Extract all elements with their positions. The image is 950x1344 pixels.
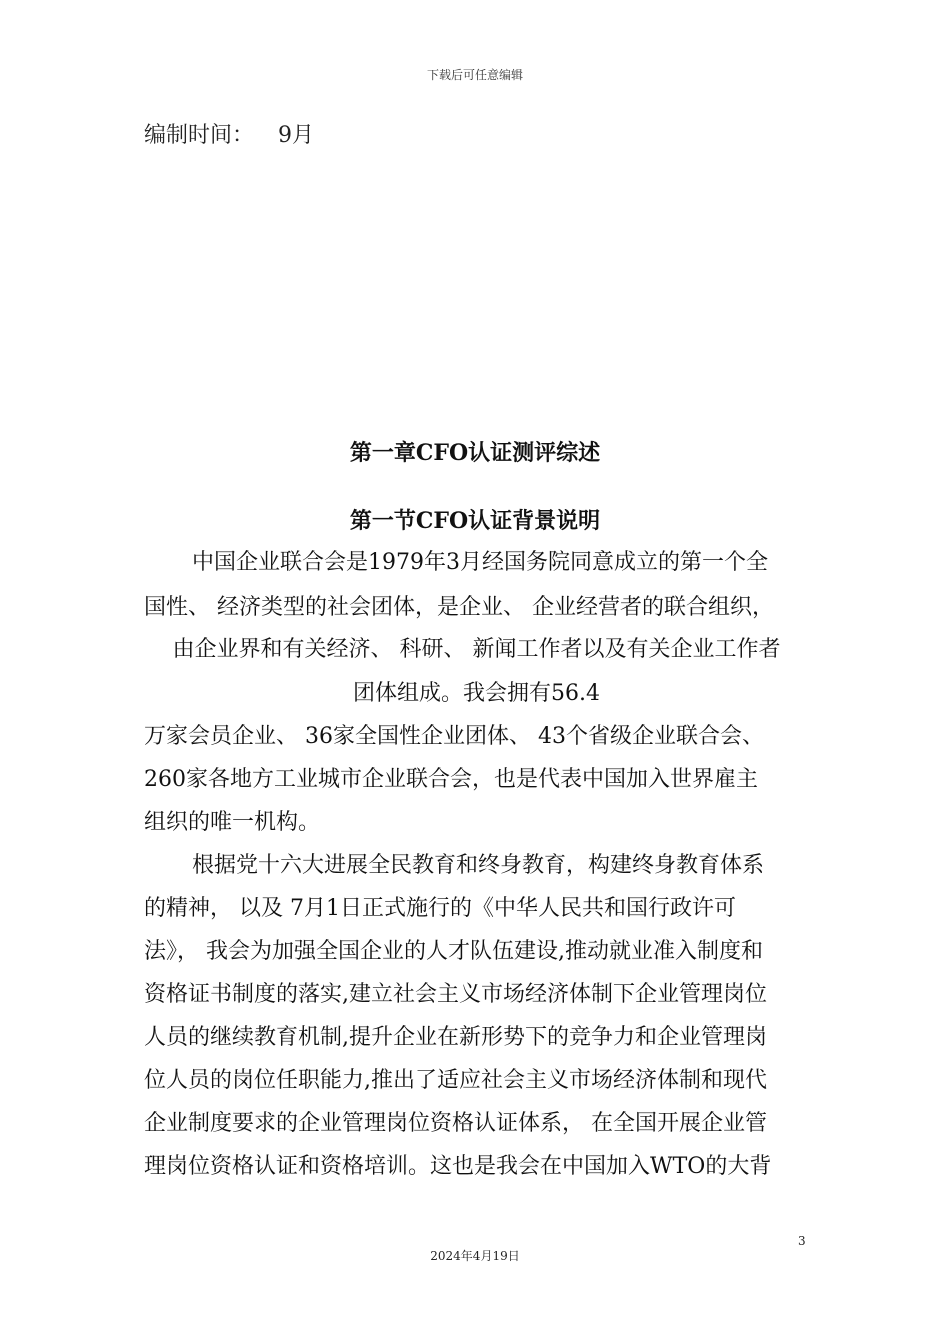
chapter-title: 第一章CFO认证测评综述 [349,440,601,466]
paragraph1-line: 由企业界和有关经济、 科研、 新闻工作者以及有关企业工作者 [172,637,781,662]
compiled-time-label: 编制时间： [144,123,255,148]
paragraph2-line: 企业制度要求的企业管理岗位资格认证体系， 在全国开展企业管 [144,1111,767,1136]
section-title: 第一节CFO认证背景说明 [349,508,601,534]
paragraph2-line: 资格证书制度的落实,建立社会主义市场经济体制下企业管理岗位 [144,982,767,1007]
paragraph1-line: 组织的唯一机构。 [144,810,321,835]
paragraph2-line: 的精神， 以及 7月1日正式施行的《中华人民共和国行政许可 [144,896,736,921]
paragraph2-line: 位人员的岗位任职能力,推出了适应社会主义市场经济体制和现代 [144,1068,767,1093]
paragraph2-line: 法》， 我会为加强全国企业的人才队伍建设,推动就业准入制度和 [144,939,763,964]
paragraph1-line: 国性、 经济类型的社会团体，是企业、 企业经营者的联合组织， [144,595,774,620]
paragraph1-line: 万家会员企业、 36家全国性企业团体、 43个省级企业联合会、 [144,724,764,749]
paragraph1-line: 中国企业联合会是1979年3月经国务院同意成立的第一个全 [192,550,768,575]
compiled-time-value: 9月 [278,123,315,148]
compiled-time [144,118,314,149]
page-number: 3 [798,1234,806,1248]
page-header: 下载后可任意编辑 [426,68,523,82]
paragraph2-line: 人员的继续教育机制,提升企业在新形势下的竞争力和企业管理岗 [144,1025,767,1050]
paragraph2-line: 根据党十六大进展全民教育和终身教育，构建终身教育体系 [192,853,765,878]
page-footer-date: 2024年4月19日 [430,1249,520,1263]
paragraph2-line: 理岗位资格认证和资格培训。这也是我会在中国加入WTO的大背 [144,1154,772,1179]
paragraph1-line: 260家各地方工业城市企业联合会，也是代表中国加入世界雇主 [144,767,758,792]
paragraph1-line: 团体组成。我会拥有56.4 [353,681,600,706]
